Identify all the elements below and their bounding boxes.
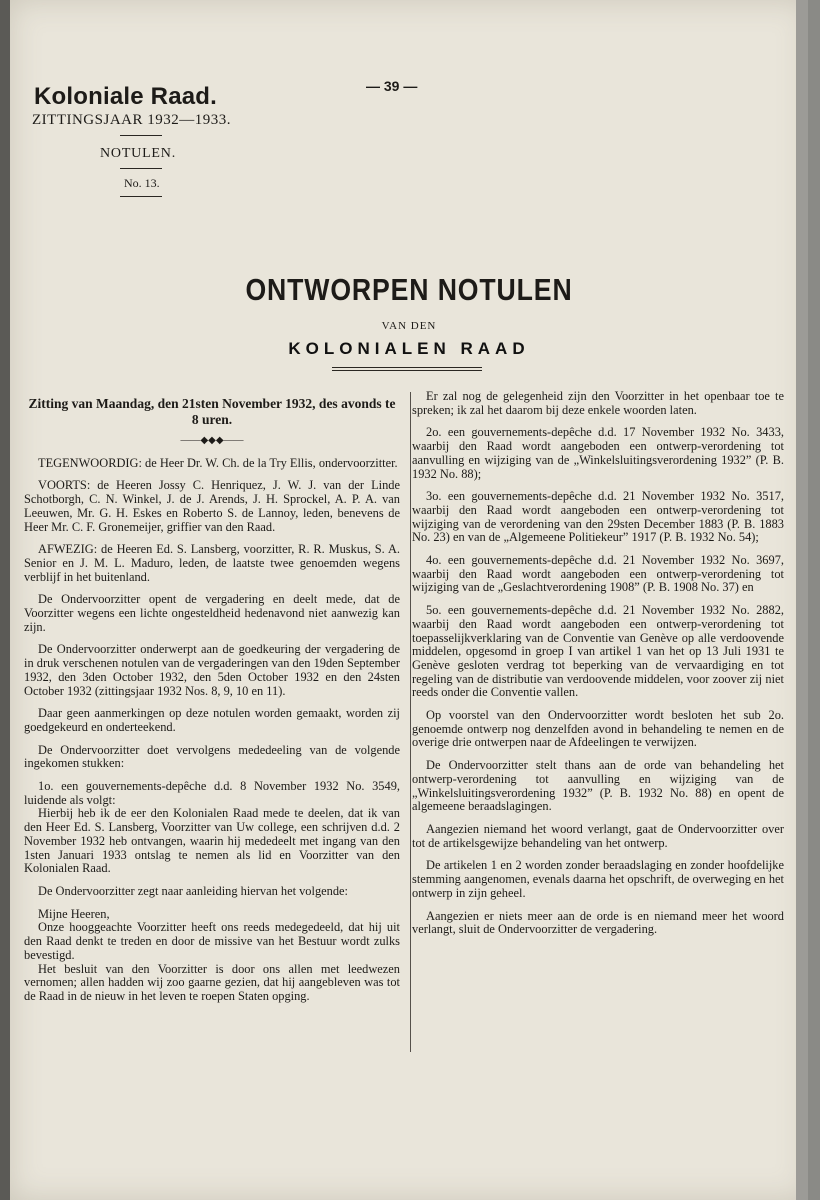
notulen-label: NOTULEN. [100, 146, 176, 161]
header-rule [120, 168, 162, 169]
paragraph: Onze hooggeachte Voorzitter heeft ons reeds medegedeeld, dat hij uit den Raad denkt te treden en door de missive van het Bestuur wordt zulks bevestigd. [24, 920, 400, 962]
paragraph: De artikelen 1 en 2 worden zonder beraadslaging en zonder hoofdelijke stemming aangenomen, evenals daarna het opschrift, de overweging en het ontwerp in zijn geheel. [412, 858, 784, 900]
also-present-paragraph: VOORTS: de Heeren Jossy C. Henriquez, J. W. J. van der Linde Schotborgh, C. N. Winkel, J. de J. Arends, J. H. Sprockel, A. P. A. van Leeuwen, Mr. G. H. Eskes en Roberto S. de Lannoy, leden, benevens de Heer Mr. C. F. Gronemeijer, griffier van den Raad. [24, 478, 400, 534]
paragraph: De Ondervoorzitter zegt naar aanleiding hiervan het volgende: [38, 883, 348, 898]
left-column [24, 396, 400, 1013]
item-4: 4o. een gouvernements-depêche d.d. 21 November 1932 No. 3697, waarbij den Raad wordt aangeboden een ontwerp-verordening tot wijziging van de „Geslachtverordening 1908” (P. B. 1908 No. 37) en [412, 553, 784, 595]
item-5: 5o. een gouvernements-depêche d.d. 21 November 1932 No. 2882, waarbij den Raad wordt aangeboden een ontwerp-verordening tot toepasselijkverklaring van de Conventie van Genève op alle verdoovende middelen, opgesomd in groep I van artikel 1 van het op 13 Juli 1931 te Genève gesloten verdrag tot beperking van de vervaardiging en tot regeling van de distributie van verdoovende middelen, voor zoover zij niet reeds onder die Conventie vallen. [412, 603, 784, 700]
item-1: 1o. een gouvernements-depêche d.d. 8 November 1932 No. 3549, luidende als volgt: [24, 779, 400, 807]
paragraph: Op voorstel van den Ondervoorzitter wordt besloten het sub 2o. genoemde ontwerp nog denzelfden avond in behandeling te nemen en de overige drie ontwerpen naar de Afdeelingen te verwijzen. [412, 708, 784, 750]
paragraph: De Ondervoorzitter opent de vergadering en deelt mede, dat de Voorzitter wegens een lichte ongesteldheid hedenavond niet aanwezig kan zijn. [24, 592, 400, 634]
closing-paragraph: Aangezien er niets meer aan de orde is en niemand meer het woord verlangt, sluit de Ondervoorzitter de vergadering. [412, 908, 784, 937]
paragraph: De Ondervoorzitter onderwerpt aan de goedkeuring der vergadering de in druk verschenen notulen van de vergaderingen van den 19den September 1932, den 3den October 1932, den 5den October 1932 en den 24sten October 1932 (zittingsjaar 1932 Nos. 8, 9, 10 en 11). [24, 642, 400, 698]
item-2: 2o. een gouvernements-depêche d.d. 17 November 1932 No. 3433, waarbij den Raad wordt aangeboden een ontwerp-verordening tot aanvulling en wijziging van de „Winkelsluitingsverordening 1932” (P. B. 1932 No. 88); [412, 425, 784, 481]
council-title: Koloniale Raad. [34, 83, 218, 110]
title-rule [332, 370, 482, 371]
page-number: — 39 — [366, 78, 418, 94]
paragraph: De Ondervoorzitter stelt thans aan de orde van behandeling het ontwerp-verordening tot aanvulling en wijziging van de „Winkelsluitingsverordening 1932” (P. B. 1932 No. 88) en opent de algemeene beraadslagingen. [412, 758, 784, 814]
ornament-divider: ——◆◆◆—— [180, 435, 244, 446]
header-rule [120, 196, 162, 197]
absent-paragraph: AFWEZIG: de Heeren Ed. S. Lansberg, voorzitter, R. R. Muskus, S. A. Senior en J. M. L. Maduro, leden, de laatste twee genoemden wegens verblijf in het buitenland. [24, 542, 400, 584]
paragraph: Het besluit van den Voorzitter is door ons allen met leedwezen vernomen; allen hadden wij zoo gaarne gezien, dat hij aangebleven was tot de Raad in de nieuw in het leven te roepen Staten opging. [24, 961, 400, 1003]
right-column [412, 390, 784, 946]
van-den-label: VAN DEN [381, 320, 437, 332]
page-right-edge [796, 0, 808, 1200]
title-rule [332, 367, 482, 368]
document-page [10, 0, 808, 1200]
item-1-body: Hierbij heb ik de eer den Kolonialen Raad mede te deelen, dat ik van den Heer Ed. S. Lansberg, Voorzitter van Uw college, een schrijven d.d. 2 November 1932 heb ontvangen, waarin hij mededeelt met ingang van den 1sten Januari 1933 ontslag te nemen als lid en Voorzitter van den Kolonialen Raad. [24, 806, 400, 876]
item-3: 3o. een gouvernements-depêche d.d. 21 November 1932 No. 3517, waarbij den Raad wordt aangeboden een ontwerp-verordening tot wijziging van de verordening van den 29sten December 1883 (P. B. 1883 No. 23) en van de „Algemeene Politiekeur” 1917 (P. B. 1932 No. 54); [412, 489, 784, 545]
raad-name: KOLONIALEN RAAD [288, 339, 530, 358]
session-year: ZITTINGSJAAR 1932—1933. [32, 112, 231, 128]
main-title: ONTWORPEN NOTULEN [245, 272, 573, 307]
salutation: Mijne Heeren, [38, 906, 110, 921]
page-binding-edge [0, 0, 10, 1200]
issue-number: No. 13. [124, 176, 160, 190]
column-divider [410, 392, 411, 1052]
header-rule [120, 135, 162, 136]
paragraph: Aangezien niemand het woord verlangt, gaat de Ondervoorzitter over tot de artikelsgewijze behandeling van het ontwerp. [412, 821, 784, 850]
present-paragraph: TEGENWOORDIG: de Heer Dr. W. Ch. de la Try Ellis, ondervoorzitter. [38, 455, 398, 470]
paragraph: Daar geen aanmerkingen op deze notulen worden gemaakt, worden zij goedgekeurd en onderteekend. [24, 706, 400, 734]
paragraph: De Ondervoorzitter doet vervolgens mededeeling van de volgende ingekomen stukken: [24, 742, 400, 771]
session-heading: Zitting van Maandag, den 21sten November 1932, des avonds te 8 uren. [28, 396, 396, 427]
paragraph: Er zal nog de gelegenheid zijn den Voorzitter in het openbaar toe te spreken; ik zal het daarom bij deze enkele woorden laten. [412, 389, 784, 417]
